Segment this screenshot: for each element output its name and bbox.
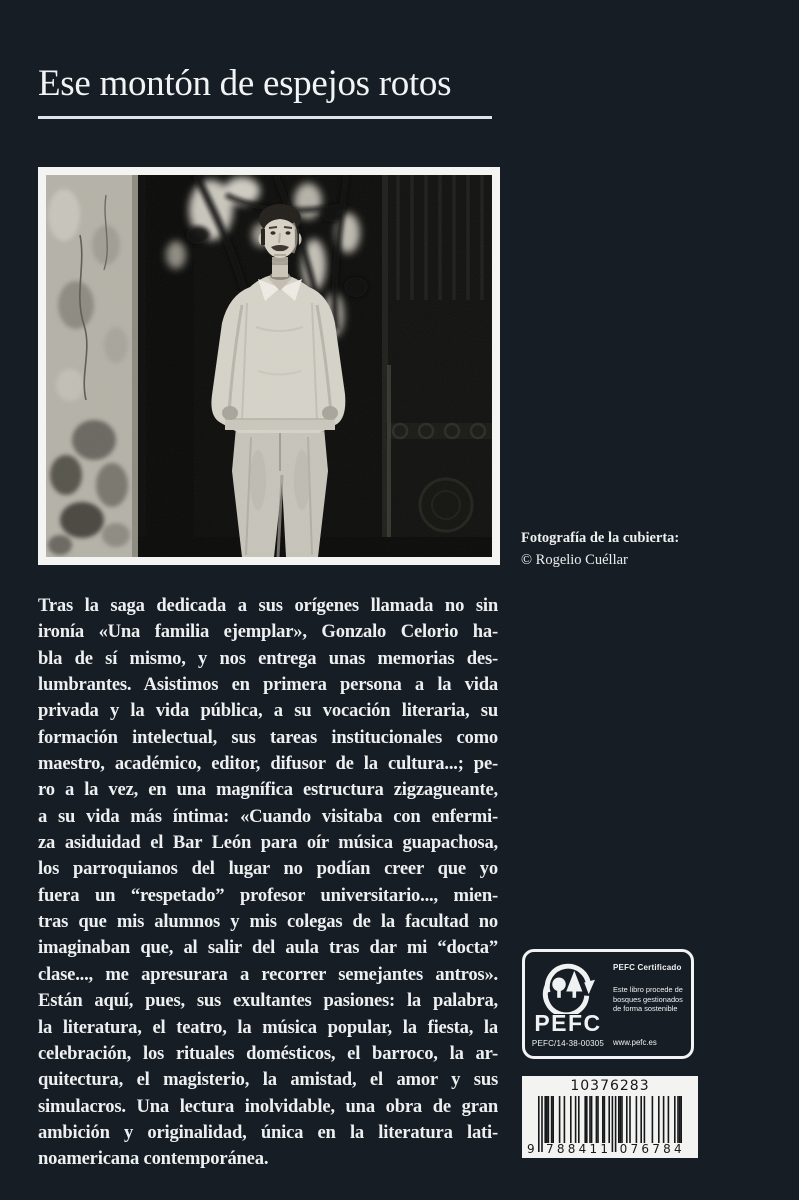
blurb-line: ro a la vez, en una magnífica estructura zigzagueante, <box>38 779 498 801</box>
author-photo <box>38 167 500 565</box>
pefc-text-column <box>611 952 691 1056</box>
blurb-line: los parroquianos del lugar no podían creer que yo <box>38 858 498 880</box>
blurb-line: clase..., me apresurara a recorrer semejantes antros». <box>38 963 498 985</box>
pefc-certification-mark <box>522 949 694 1059</box>
svg-text:788411: 788411 <box>546 1142 608 1156</box>
author-photo-illustration <box>46 175 492 557</box>
blurb-line: fuera un “respetado” profesor universitario..., mien- <box>38 884 498 906</box>
photo-credit-author: © Rogelio Cuéllar <box>521 552 628 568</box>
blurb-line: ambición y originalidad, única en la literatura lati- <box>38 1121 498 1143</box>
svg-text:9: 9 <box>527 1142 535 1156</box>
pefc-website: www.pefc.es <box>613 1038 657 1047</box>
pefc-wordmark: PEFC <box>534 1010 602 1036</box>
blurb-line: quitectura, el magisterio, la amistad, el amor y sus <box>38 1069 498 1091</box>
blurb-line: Están aquí, pues, sus exultantes pasiones: la palabra, <box>38 990 498 1012</box>
book-title: Ese montón de espejos rotos <box>38 63 452 104</box>
blurb-line: lumbrantes. Asistimos en primera persona a la vida <box>38 674 498 696</box>
title-underline <box>38 116 492 119</box>
photo-credit <box>521 527 679 571</box>
svg-text:076784: 076784 <box>619 1142 682 1156</box>
blurb-line: noamericana contemporánea. <box>38 1148 269 1170</box>
photo-credit-label: Fotografía de la cubierta: <box>521 530 680 546</box>
blurb-line: simulacros. Una lectura inolvidable, una obra de gran <box>38 1095 498 1117</box>
blurb-line: Tras la saga dedicada a sus orígenes llamada no sin <box>38 595 498 616</box>
pefc-description-line: Este libro procede de <box>613 985 683 994</box>
barcode-label <box>522 1076 698 1158</box>
blurb-line: imaginaban que, al salir del aula tras dar mi “docta” <box>38 937 498 959</box>
blurb-line: formación intelectual, sus tareas institucionales como <box>38 726 498 748</box>
blurb-line: celebración, los rituales domésticos, el barroco, la ar- <box>38 1042 498 1064</box>
pefc-logo-icon <box>541 960 595 1014</box>
blurb-line: la literatura, el teatro, la música popular, la fiesta, la <box>38 1016 498 1038</box>
blurb-line: maestro, académico, editor, difusor de la cultura...; pe- <box>38 753 498 775</box>
pefc-cert-number: PEFC/14-38-00305 <box>531 1039 605 1048</box>
barcode-top-number: 10376283 <box>570 1078 650 1094</box>
blurb-line: a su vida más íntima: «Cuando visitaba con enfermi- <box>38 805 498 827</box>
blurb-line: bla de sí mismo, y nos entrega unas memorias des- <box>38 647 498 669</box>
back-cover-blurb <box>38 593 498 1173</box>
blurb-line: tras que mis alumnos y mis colegas de la facultad no <box>38 911 498 933</box>
ean-barcode <box>522 1095 698 1157</box>
blurb-line: ironía «Una familia ejemplar», Gonzalo Celorio ha- <box>38 621 498 643</box>
pefc-description-line: de forma sostenible <box>613 1004 678 1014</box>
blurb-line: za asiduidad el Bar León para oír música guapachosa, <box>38 832 498 854</box>
pefc-description-line: bosques gestionados <box>613 994 683 1004</box>
pefc-description <box>613 985 687 1014</box>
pefc-certified-label: PEFC Certificado <box>613 963 682 972</box>
blurb-line: privada y la vida pública, a su vocación literaria, su <box>38 700 498 722</box>
pefc-logo-column <box>525 952 611 1056</box>
